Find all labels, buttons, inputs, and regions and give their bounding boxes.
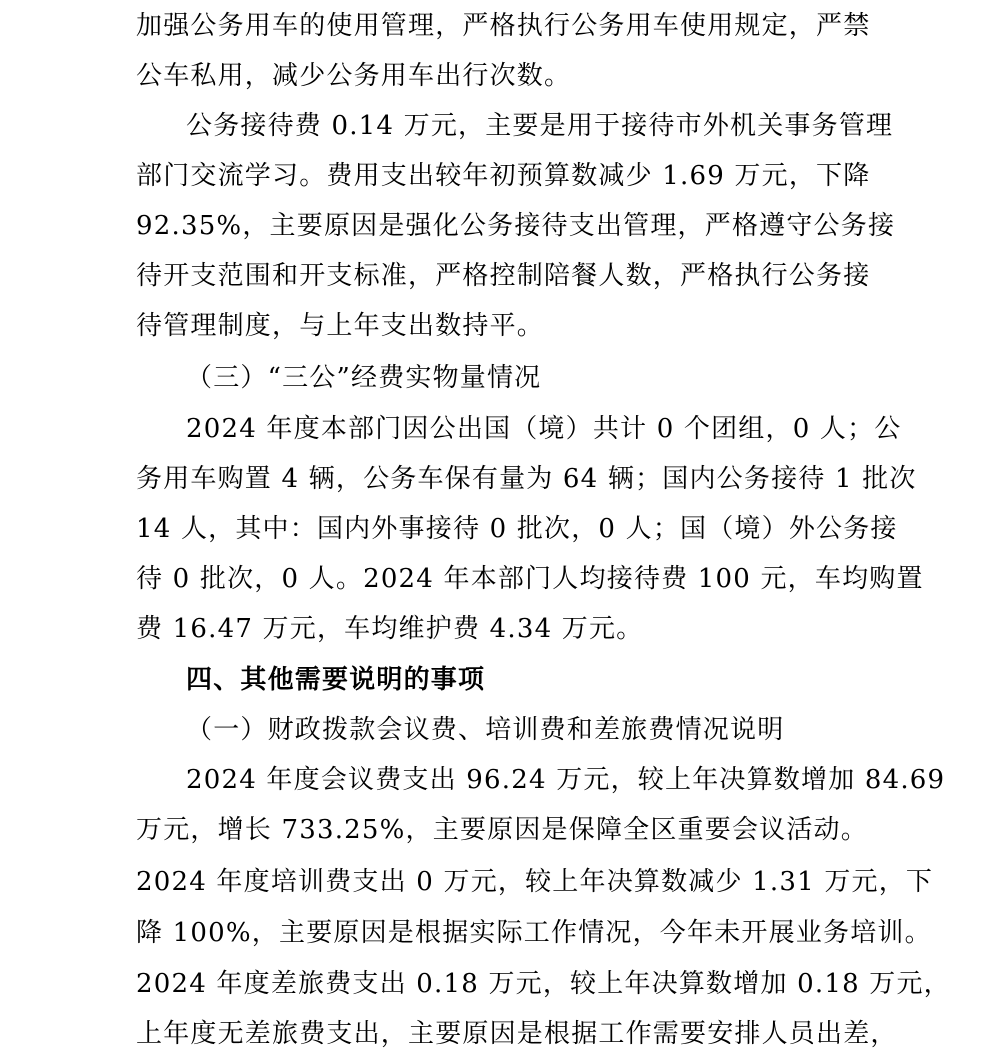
line-text: 待开支范围和开支标准，严格控制陪餐人数，严格执行公务接 — [136, 261, 871, 291]
paragraph-line — [0, 459, 1000, 499]
paragraph-line — [0, 913, 1000, 953]
paragraph-line — [0, 256, 1000, 296]
line-text: 92.35%，主要原因是强化公务接待支出管理，严格遵守公务接 — [136, 211, 896, 241]
line-text: 务用车购置 4 辆，公务车保有量为 64 辆；国内公务接待 1 批次 — [136, 464, 917, 494]
paragraph-line — [0, 206, 1000, 246]
line-text: 部门交流学习。费用支出较年初预算数减少 1.69 万元，下降 — [136, 161, 871, 191]
paragraph-line — [0, 156, 1000, 196]
line-text: 公车私用，减少公务用车出行次数。 — [136, 61, 572, 91]
paragraph-line — [0, 559, 1000, 599]
line-text: 降 100%，主要原因是根据实际工作情况，今年未开展业务培训。 — [136, 918, 932, 948]
paragraph-line — [0, 862, 1000, 902]
paragraph-line — [0, 306, 1000, 346]
line-text: 2024 年度本部门因公出国（境）共计 0 个团组，0 人；公 — [186, 414, 902, 444]
line-text: 待管理制度，与上年支出数持平。 — [136, 311, 545, 341]
paragraph-line — [0, 609, 1000, 649]
paragraph-line — [0, 509, 1000, 549]
line-text: 2024 年度差旅费支出 0.18 万元，较上年决算数增加 0.18 万元， — [136, 969, 951, 999]
section-heading — [0, 660, 1000, 700]
line-text: 上年度无差旅费支出，主要原因是根据工作需要安排人员出差， — [136, 1019, 898, 1049]
paragraph-line — [0, 760, 1000, 800]
line-text: 公务接待费 0.14 万元，主要是用于接待市外机关事务管理 — [186, 111, 894, 141]
heading-text: （一）财政拨款会议费、培训费和差旅费情况说明 — [186, 715, 785, 745]
paragraph-line — [0, 1014, 1000, 1054]
line-text: 万元，增长 733.25%，主要原因是保障全区重要会议活动。 — [136, 815, 868, 845]
subsection-heading — [0, 358, 1000, 398]
paragraph-line — [0, 964, 1000, 1004]
paragraph-line — [0, 106, 1000, 146]
line-text: 费 16.47 万元，车均维护费 4.34 万元。 — [136, 614, 644, 644]
line-text: 2024 年度培训费支出 0 万元，较上年决算数减少 1.31 万元，下 — [136, 867, 934, 897]
paragraph-line — [0, 56, 1000, 96]
heading-text: 四、其他需要说明的事项 — [186, 665, 486, 695]
line-text: 待 0 批次，0 人。2024 年本部门人均接待费 100 元，车均购置 — [136, 564, 924, 594]
paragraph-line — [0, 409, 1000, 449]
line-text: 14 人，其中：国内外事接待 0 批次，0 人；国（境）外公务接 — [136, 514, 898, 544]
heading-text: （三）“三公”经费实物量情况 — [186, 363, 542, 393]
subsection-heading — [0, 710, 1000, 750]
line-text: 加强公务用车的使用管理，严格执行公务用车使用规定，严禁 — [136, 11, 871, 41]
line-text: 2024 年度会议费支出 96.24 万元，较上年决算数增加 84.69 — [186, 765, 946, 795]
paragraph-line — [0, 6, 1000, 46]
paragraph-line — [0, 810, 1000, 850]
